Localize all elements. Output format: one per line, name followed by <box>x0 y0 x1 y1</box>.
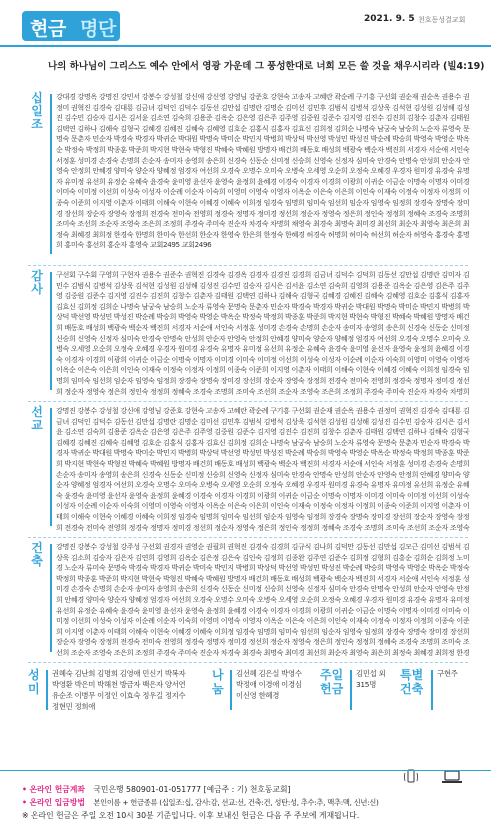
footer-divider <box>0 770 491 771</box>
page-header <box>0 0 491 52</box>
online-account-label: 온라인 헌금계좌 <box>29 785 85 794</box>
section-thanks <box>28 270 473 396</box>
section-divider <box>350 670 352 710</box>
special-building-names: 구현주 <box>437 669 458 678</box>
thanks-names: 구선회 구수회 구영희 구현자 권용수 권준수 권혁진 김경숙 김경옥 김경자 김경진 김경희 김금녀 김덕수 김덕희 김동선 김만섭 김명란 김미자 김민수 김범식 김병석 김상욱 김석현 김성원 김성해 김성진 김수민 김승자 김시은 김서윤 김소연 김숙희 김영희 김용준 김옥순 김은영 김은주 김주영 김중원 김준수 김지영 김진수 김진희 김창수 김춘자 김태원 김택연 김하나 김해숙 김형국 김혜경 김혜진 김혜숙 김혜영 김호순 김홍식 김홍자 김효신 김희정 김희순 나명숙 남궁숙 남승희 노순자 류영숙 문명숙 문춘자 민순자 박경숙 박경자 박귀순 박대원 박명숙 박미순 박민지 박병희 박상덕 박선영 박성민 박성진 박순례 박승희 박영숙 박영순 박옥순 박정숙 박정희 박종훈 박준희 박지현 박현숙 박형진 박혜숙 박혜원 방명자 배건희 배동호 배성희 백광숙 백순자 백진희 서경자 서순애 서인숙 서정훈 성미경 손경숙 손명희 손순자 송미자 송영희 송은희 신경숙 신동순 신미정 신승희 신영숙 신정자 심미숙 안경숙 안명숙 안성희 안순자 안영숙 안정희 안혜경 양미숙 양순자 양혜정 엄경자 여선희 오경숙 오명수 오미숙 오병숙 오세영 오순희 오정숙 오혜경 우경자 원미경 유경숙 유명자 유미정 유선희 유정순 유혜숙 윤경숙 윤미영 윤선자 윤영숙 윤정희 윤혜경 이경숙 이경자 이경희 이광희 이귀순 이금순 이명숙 이명자 이미경 이미숙 이미정 이선희 이성숙 이성자 이순례 이순자 이숙희 이영미 이영숙 이영자 이옥순 이은숙 이은희 이인숙 이재숙 이정숙 이정자 이정희 이종숙 이준희 이지영 이춘자 이태희 이해숙 이현숙 이혜경 이혜숙 이희정 임경숙 임명희 임미숙 임선희 임순자 임영숙 임정희 장경숙 장명숙 장미경 장선희 장순자 장영숙 장정희 전경숙 전미숙 전영희 정경숙 정명자 정미경 정선희 정순자 정영숙 정은희 정인숙 정정희 정혜숙 조경숙 조명희 조미숙 조선희 조순자 조영숙 조은희 조정희 주경숙 주미숙 진순자 차경숙 차명희 <box>56 270 470 396</box>
page-title: 현금 <box>30 18 66 40</box>
section-mission <box>28 406 473 532</box>
scripture-verse: 나의 하나님이 그리스도 예수 안에서 영광 가운데 그 풍성한대로 너희 모든 쓸 것을 채우시리라 (빌4:19) <box>48 61 485 72</box>
section-tithe <box>28 92 473 260</box>
church-name: 천호동성결교회 <box>418 16 466 24</box>
mission-names: 강명진 강봉수 강성철 강신애 강영님 강준호 강현숙 고송자 고혜란 곽순례 구기흥 구선회 권순재 권순옥 권용수 권정미 권혁진 김경숙 김대룡 김금녀 김덕인 김덕수 김동선 김만섭 김명란 김명순 김미선 김민후 김범식 김병석 김상욱 김석현 김성원 김성해 김성진 김수민 김승자 김시은 김서윤 김소연 김숙희 김용준 김옥순 김은영 김은주 김주영 김중원 김준수 김지영 김진수 김진희 김창수 김춘자 김태원 김택연 김하나 김해숙 김형국 김혜경 김혜진 김혜숙 김혜영 김호순 김홍식 김홍자 김효신 김희정 김희순 나명숙 남궁숙 남승희 노순자 류영숙 문명숙 문춘자 민순자 박경숙 박경자 박귀순 박대원 박명숙 박미순 박민지 박병희 박상덕 박선영 박성민 박성진 박순례 박승희 박영숙 박영순 박옥순 박정숙 박정희 박종훈 박준희 박지현 박현숙 박형진 박혜숙 박혜원 방명자 배건희 배동호 배성희 백광숙 백순자 백진희 서경자 서순애 서인숙 서정훈 성미경 손경숙 손명희 손순자 송미자 송영희 송은희 신경숙 신동순 신미정 신승희 신영숙 신정자 심미숙 안경숙 안명숙 안성희 안순자 안영숙 안정희 안혜경 양미숙 양순자 양혜정 엄경자 여선희 오경숙 오명수 오미숙 오병숙 오세영 오순희 오정숙 오혜경 우경자 원미경 유경숙 유명자 유미정 유선희 유정순 유혜숙 윤경숙 윤미영 윤선자 윤영숙 윤정희 윤혜경 이경숙 이경자 이경희 이광희 이귀순 이금순 이명숙 이명자 이미경 이미숙 이미정 이선희 이성숙 이성자 이순례 이순자 이숙희 이영미 이영숙 이영자 이옥순 이은숙 이은희 이인숙 이재숙 이정숙 이정자 이정희 이종숙 이준희 이지영 이춘자 이태희 이해숙 이현숙 이혜경 이혜숙 이희정 임경숙 임명희 임미숙 임선희 임순자 임영숙 임정희 장경숙 장명숙 장미경 장선희 장순자 장영숙 장정희 전경숙 전미숙 전영희 정경숙 정명자 정미경 정선희 정순자 정영숙 정은희 정인숙 정정희 정혜숙 조경숙 조명희 조미숙 조선희 조순자 조영숙 <box>56 406 470 532</box>
header-divider <box>0 45 491 47</box>
online-account-value: 국민은행 580901-01-051777 [예금주 : 기) 천호동교회] <box>93 785 291 794</box>
tithe-names: 강대경 강명옥 강명진 강민서 강봉수 강성철 강신애 강신영 강영님 강준호 강현숙 고송자 고혜란 곽순례 구기흥 구선회 권순재 권순옥 권용수 권정미 권혁진 김경숙 김대룡 김금녀 김덕인 김덕수 김동선 김만섭 김명란 김명순 김미선 김민후 김범식 김병석 김상욱 김석현 김성원 김성해 김성진 김수민 김승자 김시은 김서윤 김소연 김숙희 김용준 김옥순 김은영 김은주 김주영 김중원 김준수 김지영 김진수 김진희 김창수 김춘자 김태원 김택연 김하나 김해숙 김형국 김혜경 김혜진 김혜숙 김혜영 김호순 김홍식 김홍자 김효신 김희정 김희순 나명숙 남궁숙 남승희 노순자 류영숙 문명숙 문춘자 민순자 박경숙 박경자 박귀순 박대원 박명숙 박미순 박민지 박병희 박상덕 박선영 박성민 박성진 박순례 박승희 박영숙 박영순 박옥순 박정숙 박정희 박종훈 박준희 박지현 박현숙 박형진 박혜숙 박혜원 방명자 배건희 배동호 배성희 백광숙 백순자 백진희 서경자 서순애 서인숙 서정훈 성미경 손경숙 손명희 손순자 송미자 송영희 송은희 신경숙 신동순 신미정 신승희 신영숙 신정자 심미숙 안경숙 안명숙 안성희 안순자 안영숙 안정희 안혜경 양미숙 양순자 양혜정 엄경자 여선희 오경숙 오명수 오미숙 오병숙 오세영 오순희 오정숙 오혜경 우경자 원미경 유경숙 유명자 유미정 유선희 유정순 유혜숙 윤경숙 윤미영 윤선자 윤영숙 윤정희 윤혜경 이경숙 이경자 이경희 이광희 이귀순 이금순 이명숙 이명자 이미경 이미숙 이미정 이선희 이성숙 이성자 이순례 이순자 이숙희 이영미 이영숙 이영자 이옥순 이은숙 이은희 이인숙 이재숙 이정숙 이정자 이정희 이종숙 이준희 이지영 이춘자 이태희 이해숙 이현숙 이혜경 이혜숙 이희정 임경숙 임명희 임미숙 임선희 임순자 임영숙 임정희 장경숙 장명숙 장미경 장선희 장순자 장영숙 장정희 전경숙 전미숙 전영희 정경숙 정명자 정미경 정선희 정순자 정영숙 정은희 정인숙 정정희 정혜숙 조경숙 조명희 조미숙 조선희 조순자 조영숙 조은희 조정희 주경숙 주미숙 진순자 차경숙 차명희 채영숙 최경숙 최명숙 최미경 최선희 최순자 최영숙 최은희 최정숙 최혜경 최희정 한경숙 한명희 한미숙 한선희 한순자 한영숙 한은희 한정숙 한혜경 허경숙 허명희 허미숙 허선희 허순자 허영숙 홍경숙 홍명희 홍미숙 홍선희 홍순자 홍영숙 교회2495 교회2496 <box>56 92 470 250</box>
dashed-separator <box>28 537 468 538</box>
section-label-holy-meal: 성 미 <box>28 668 40 696</box>
dashed-separator <box>28 662 468 663</box>
section-label-sunday: 주일 헌금 <box>320 668 344 696</box>
section-label-building: 건 축 <box>31 541 43 568</box>
online-method-row: • 온라인 입금방법 본인이름 + 헌금종류 (십일조:십, 감사:감, 선교:선, 건축:건, 성탄:성, 추수:추, 맥추:맥, 신년:신) <box>22 798 379 807</box>
holy-meal-names: 권혜숙 김난희 김명희 김영애 민신기 박복자 박영환 박은미 박해천 방금자 백은자 양서연 유순조 이병무 이정인 이효숙 정우길 정지수 정현민 정희애 <box>52 669 186 711</box>
building-names: 강명진 강봉수 강성철 강주성 구선회 권경자 권영순 권필희 권혁진 김경숙 김경희 김규식 김나희 김덕만 김동선 김만섭 김모근 김미선 김범석 김상욱 김소희 김승자 김은자 김연희 김영희 김옥순 김은정 김은숙 김인숙 김정희 김종완 김주연 김준수 김희정 김형희 김흥순 김희순 김희정 노미경 노순자 류미숙 문명숙 박경숙 박경자 박귀순 박미숙 박민지 박병희 박상덕 박선영 박성민 박성진 박순례 박승희 박영숙 박영순 박옥순 박정숙 박정희 박종훈 박준희 박지현 박현숙 박형진 박혜숙 박혜원 방명자 배건희 배동호 배성희 백광숙 백순자 백진희 서경자 서순애 서인숙 서정훈 성미경 손경숙 손명희 손순자 송미자 송영희 송은희 신경숙 신동순 신미정 신승희 신영숙 신정자 심미숙 안경숙 안명숙 안성희 안순자 안영숙 안정희 안혜경 양미숙 양순자 양혜정 엄경자 여선희 오경숙 오명수 오미숙 오병숙 오세영 오순희 오정숙 오혜경 우경자 원미경 유경숙 유명자 유미정 유선희 유정순 유혜숙 윤경숙 윤미영 윤선자 윤영숙 윤정희 윤혜경 이경숙 이경자 이경희 이광희 이귀순 이금순 이명숙 이명자 이미경 이미숙 이미정 이선희 이성숙 이성자 이순례 이순자 이숙희 이영미 이영숙 이영자 이옥순 이은숙 이은희 이인숙 이재숙 이정숙 이정자 이정희 이종숙 이준희 이지영 이춘자 이태희 이해숙 이현숙 이혜경 이혜숙 이희정 임경숙 임명희 임미숙 임선희 임순자 임영숙 임정희 장경숙 장명숙 장미경 장선희 장순자 장영숙 장정희 전경숙 전미숙 전영희 정경숙 정명자 정미경 정선희 정순자 정영숙 정은희 정인숙 정정희 정혜숙 조경숙 조명희 조미숙 조선희 조순자 조영숙 조은희 조정희 주경숙 주미숙 진순자 차경숙 최경숙 최명숙 최미경 최선희 최순자 최영숙 최은희 최정숙 최혜경 최희정 한경 <box>56 542 470 657</box>
online-account-row: • 온라인 헌금계좌 국민은행 580901-01-051777 [예금주 : 기) 천호동교회] <box>22 785 291 794</box>
section-label-mission: 선 교 <box>31 405 43 432</box>
online-method-value: 본인이름 + 헌금종류 (십일조:십, 감사:감, 선교:선, 건축:건, 성탄:성, 추수:추, 맥추:맥, 신년:신) <box>93 798 379 807</box>
online-method-label: 온라인 입금방법 <box>29 798 85 807</box>
section-divider <box>50 408 52 526</box>
dashed-separator <box>28 401 468 402</box>
sunday-offering: 김민섭 외 315명 <box>356 669 386 689</box>
section-building <box>28 542 473 658</box>
section-divider <box>50 272 52 390</box>
section-label-special: 특별 건축 <box>400 668 424 696</box>
footer-info <box>22 783 482 822</box>
section-label-thanks: 감 사 <box>31 269 43 296</box>
section-divider <box>431 670 433 710</box>
section-divider <box>50 94 52 254</box>
bulletin-date: 2021. 9. 5 <box>364 14 415 24</box>
sharing-names: 김선혜 김은실 박영수 박정애 이경애 이경심 이신영 한혜경 <box>236 669 302 700</box>
section-label-sharing: 나 눔 <box>212 668 224 696</box>
online-notice: ※ 온라인 헌금은 주일 오전 10시 30분 기준입니다. 이후 보내신 헌금은 다음 주 주보에 게재됩니다. <box>22 811 360 820</box>
page-title-suffix: 명단 <box>80 18 116 40</box>
small-sections-row <box>28 668 473 726</box>
section-divider <box>46 670 48 710</box>
section-label-tithe: 십 일 조 <box>31 91 43 131</box>
section-divider <box>230 670 232 710</box>
section-divider <box>50 544 52 652</box>
dashed-separator <box>28 265 468 266</box>
